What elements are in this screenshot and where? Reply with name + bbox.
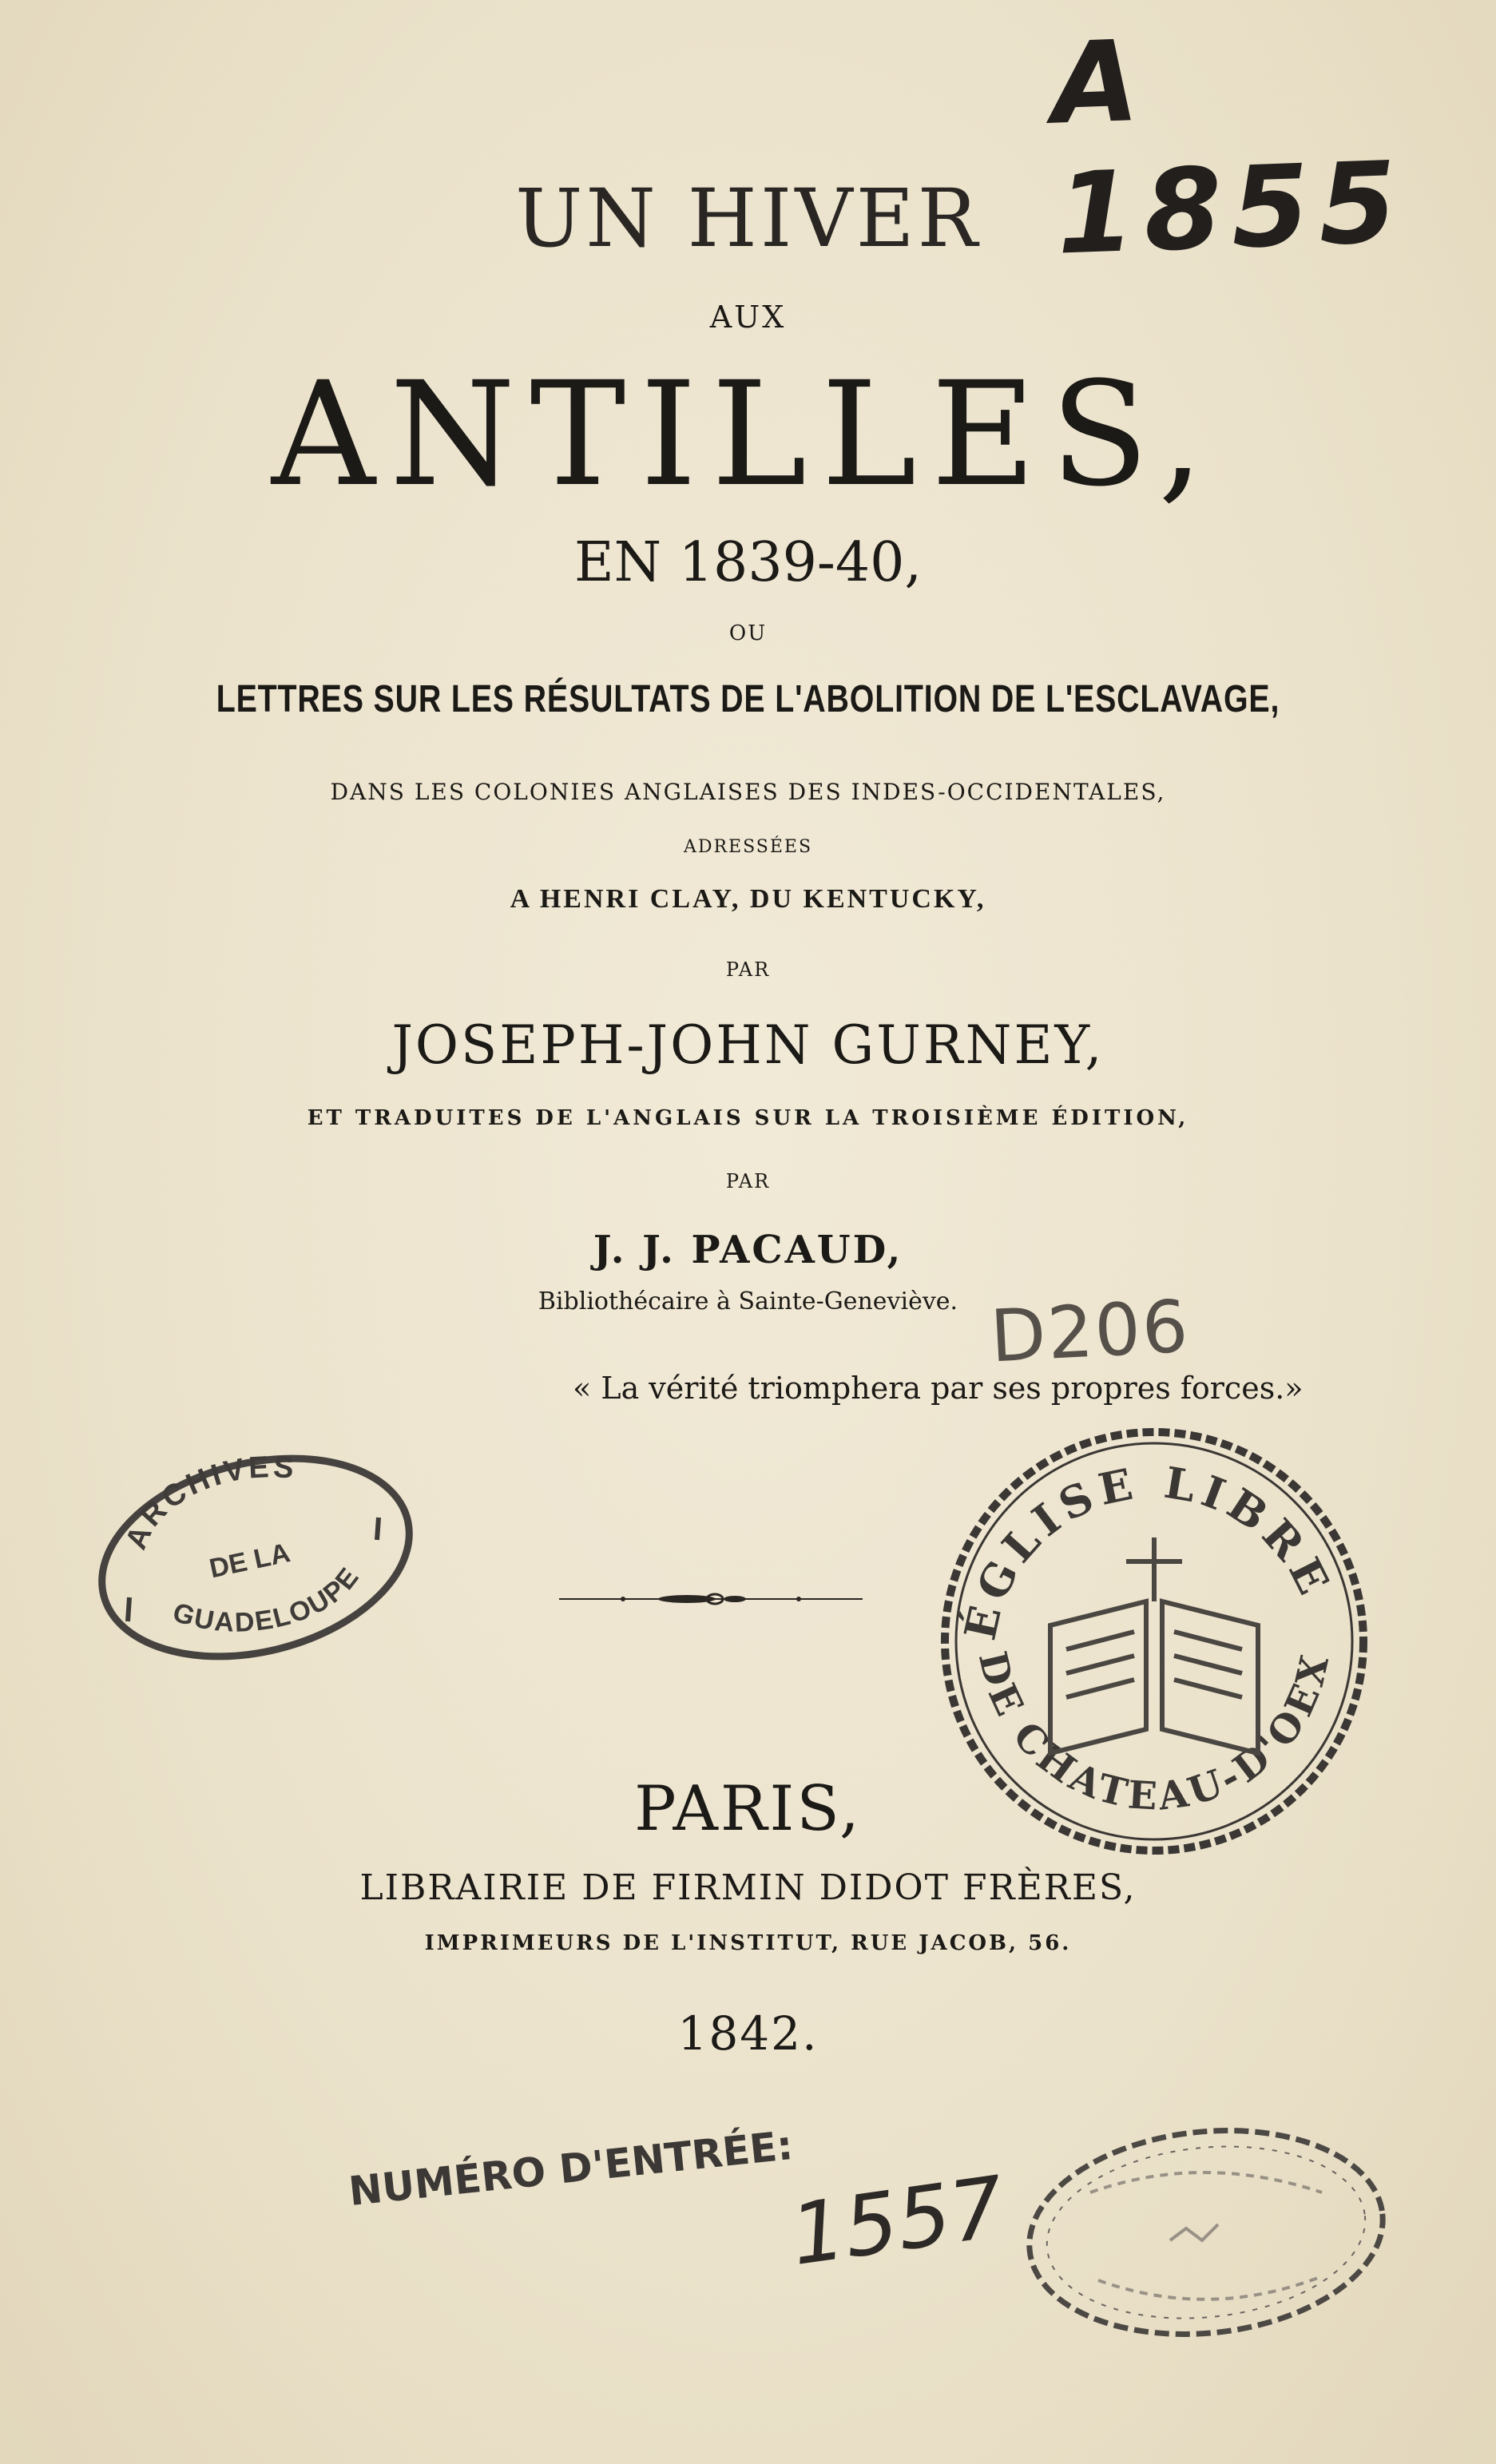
archives-stamp-bottom: GUADELOUPE <box>169 1561 366 1638</box>
archives-stamp-middle: DE LA <box>206 1538 293 1585</box>
subtitle-addressed: ADRESSÉES <box>683 837 813 857</box>
translation-note: ET TRADUITES DE L'ANGLAIS SUR LA TROISIÈME ÉDITION, <box>307 1106 1189 1130</box>
author-name: JOSEPH-JOHN GURNEY, <box>391 1014 1105 1076</box>
subtitle-line-2: DANS LES COLONIES ANGLAISES DES INDES-OCCIDENTALES, <box>330 779 1166 805</box>
subtitle-recipient: A HENRI CLAY, DU KENTUCKY, <box>510 884 986 914</box>
title-line-2: ANTILLES, <box>271 351 1219 518</box>
imprint-publisher: LIBRAIRIE DE FIRMIN DIDOT FRÈRES, <box>359 1867 1137 1908</box>
imprint-city: PARIS, <box>634 1773 862 1845</box>
by-label-author: PAR <box>725 958 771 981</box>
translator-role: Bibliothécaire à Sainte-Geneviève. <box>538 1288 958 1315</box>
subtitle-line-1: LETTRES SUR LES RÉSULTATS DE L'ABOLITION DE L'ESCLAVAGE, <box>216 678 1280 720</box>
entry-number-label: NUMÉRO D'ENTRÉE: <box>346 2121 796 2215</box>
church-stamp-bottom: DE CHATEAU-D'OEX <box>969 1647 1339 1819</box>
imprint-printer: IMPRIMEURS DE L'INSTITUT, RUE JACOB, 56. <box>424 1931 1072 1955</box>
archives-stamp <box>88 1438 423 1677</box>
title-ou: OU <box>728 621 768 645</box>
shelf-mark-handwritten: A 1855 <box>1050 16 1409 280</box>
archives-stamp-top: ARCHIVES <box>119 1450 299 1555</box>
ornamental-divider <box>559 1583 863 1615</box>
title-aux: AUX <box>709 300 787 335</box>
by-label-translator: PAR <box>725 1170 771 1192</box>
handwritten-code: D206 <box>988 1284 1192 1379</box>
entry-number-handwritten: 1557 <box>784 2157 1010 2285</box>
epigraph: « La vérité triomphera par ses propres forces.» <box>573 1371 1304 1406</box>
translator-name: J. J. PACAUD, <box>593 1228 903 1272</box>
faded-oval-stamp <box>1018 2121 1394 2344</box>
title-line-3: EN 1839-40, <box>574 531 922 594</box>
book-emblem-icon <box>1050 1538 1258 1753</box>
imprint-year: 1842. <box>677 2006 819 2061</box>
church-stamp-top: ÉGLISE LIBRE <box>954 1456 1343 1645</box>
title-line-1: UN HIVER <box>515 172 981 265</box>
